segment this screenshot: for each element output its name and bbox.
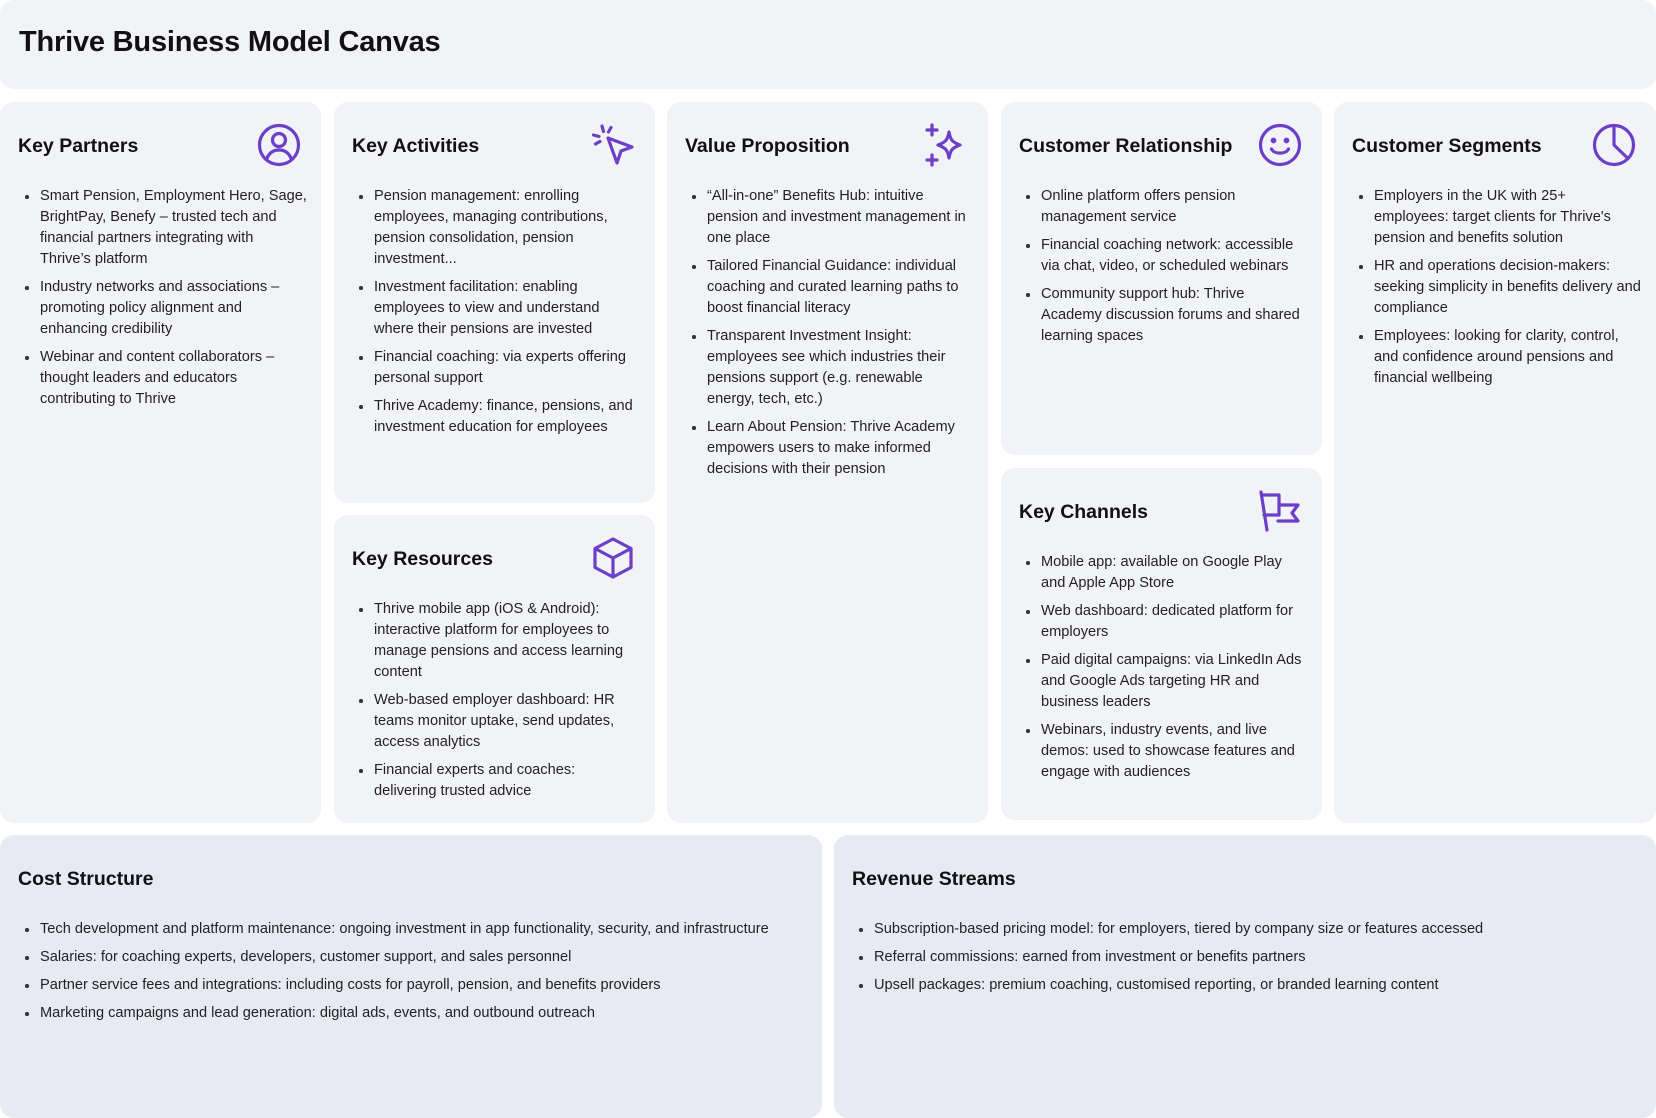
item-list xyxy=(352,186,641,445)
list-item: Learn About Pension: Thrive Academy empowers users to make informed decisions with their pension xyxy=(707,417,974,480)
card-title: Customer Segments xyxy=(1352,135,1542,157)
list-item: Marketing campaigns and lead generation: digital ads, events, and outbound outreach xyxy=(40,1003,808,1024)
card-customer-relationship xyxy=(1001,102,1322,455)
list-item: Tech development and platform maintenance: ongoing investment in app functionality, security, and infrastructure xyxy=(40,919,808,940)
list-item: “All-in-one” Benefits Hub: intuitive pension and investment management in one place xyxy=(707,186,974,249)
item-list xyxy=(1019,186,1308,354)
list-item: Webinar and content collaborators – thought leaders and educators contributing to Thrive xyxy=(40,347,307,410)
list-item: Financial experts and coaches: delivering trusted advice xyxy=(374,760,641,802)
list-item: HR and operations decision-makers: seeking simplicity in benefits delivery and compliance xyxy=(1374,256,1642,319)
card-title: Key Partners xyxy=(18,135,139,157)
card-key-channels xyxy=(1001,468,1322,820)
list-item: Transparent Investment Insight: employees see which industries their pensions support (e.g. renewable energy, tech, etc.) xyxy=(707,326,974,410)
list-item: Tailored Financial Guidance: individual coaching and curated learning paths to boost financial literacy xyxy=(707,256,974,319)
card-key-activities xyxy=(334,102,655,503)
title-bar xyxy=(0,0,1656,89)
pie-chart-icon xyxy=(1592,123,1636,167)
list-item: Smart Pension, Employment Hero, Sage, BrightPay, Benefy – trusted tech and financial partners integrating with Thrive’s platform xyxy=(40,186,307,270)
list-item: Financial coaching: via experts offering personal support xyxy=(374,347,641,389)
list-item: Employers in the UK with 25+ employees: target clients for Thrive's pension and benefits solution xyxy=(1374,186,1642,249)
card-title: Key Resources xyxy=(352,548,493,570)
list-item: Financial coaching network: accessible via chat, video, or scheduled webinars xyxy=(1041,235,1308,277)
list-item: Industry networks and associations – promoting policy alignment and enhancing credibility xyxy=(40,277,307,340)
item-list xyxy=(852,919,1642,1003)
cube-icon xyxy=(591,536,635,580)
smiley-face-icon xyxy=(1258,123,1302,167)
list-item: Investment facilitation: enabling employees to view and understand where their pensions are invested xyxy=(374,277,641,340)
card-title: Key Channels xyxy=(1019,501,1148,523)
item-list xyxy=(1352,186,1642,396)
list-item: Thrive Academy: finance, pensions, and investment education for employees xyxy=(374,396,641,438)
list-item: Partner service fees and integrations: including costs for payroll, pension, and benefits providers xyxy=(40,975,808,996)
flag-icon xyxy=(1258,489,1302,533)
list-item: Community support hub: Thrive Academy discussion forums and shared learning spaces xyxy=(1041,284,1308,347)
list-item: Web-based employer dashboard: HR teams monitor uptake, send updates, access analytics xyxy=(374,690,641,753)
card-title: Customer Relationship xyxy=(1019,135,1233,157)
list-item: Mobile app: available on Google Play and Apple App Store xyxy=(1041,552,1308,594)
list-item: Referral commissions: earned from investment or benefits partners xyxy=(874,947,1642,968)
list-item: Web dashboard: dedicated platform for employers xyxy=(1041,601,1308,643)
list-item: Thrive mobile app (iOS & Android): interactive platform for employees to manage pensions and access learning content xyxy=(374,599,641,683)
list-item: Webinars, industry events, and live demos: used to showcase features and engage with audiences xyxy=(1041,720,1308,783)
card-customer-segments xyxy=(1334,102,1656,823)
list-item: Upsell packages: premium coaching, customised reporting, or branded learning content xyxy=(874,975,1642,996)
card-title: Cost Structure xyxy=(18,868,154,890)
page-title: Thrive Business Model Canvas xyxy=(19,26,441,58)
card-title: Key Activities xyxy=(352,135,480,157)
list-item: Pension management: enrolling employees, managing contributions, pension consolidation, pension investment... xyxy=(374,186,641,270)
card-title: Revenue Streams xyxy=(852,868,1016,890)
list-item: Online platform offers pension management service xyxy=(1041,186,1308,228)
item-list xyxy=(18,919,808,1031)
list-item: Salaries: for coaching experts, developers, customer support, and sales personnel xyxy=(40,947,808,968)
item-list xyxy=(685,186,974,487)
user-circle-icon xyxy=(257,123,301,167)
item-list xyxy=(1019,552,1308,790)
card-cost-structure xyxy=(0,835,822,1118)
list-item: Subscription-based pricing model: for employers, tiered by company size or features accessed xyxy=(874,919,1642,940)
item-list xyxy=(352,599,641,809)
card-key-resources xyxy=(334,515,655,823)
card-key-partners xyxy=(0,102,321,823)
cursor-click-icon xyxy=(591,123,635,167)
list-item: Employees: looking for clarity, control, and confidence around pensions and financial wellbeing xyxy=(1374,326,1642,389)
card-revenue-streams xyxy=(834,835,1656,1118)
list-item: Paid digital campaigns: via LinkedIn Ads and Google Ads targeting HR and business leaders xyxy=(1041,650,1308,713)
card-value-proposition xyxy=(667,102,988,823)
card-title: Value Proposition xyxy=(685,135,850,157)
item-list xyxy=(18,186,307,417)
sparkles-icon xyxy=(924,123,968,167)
